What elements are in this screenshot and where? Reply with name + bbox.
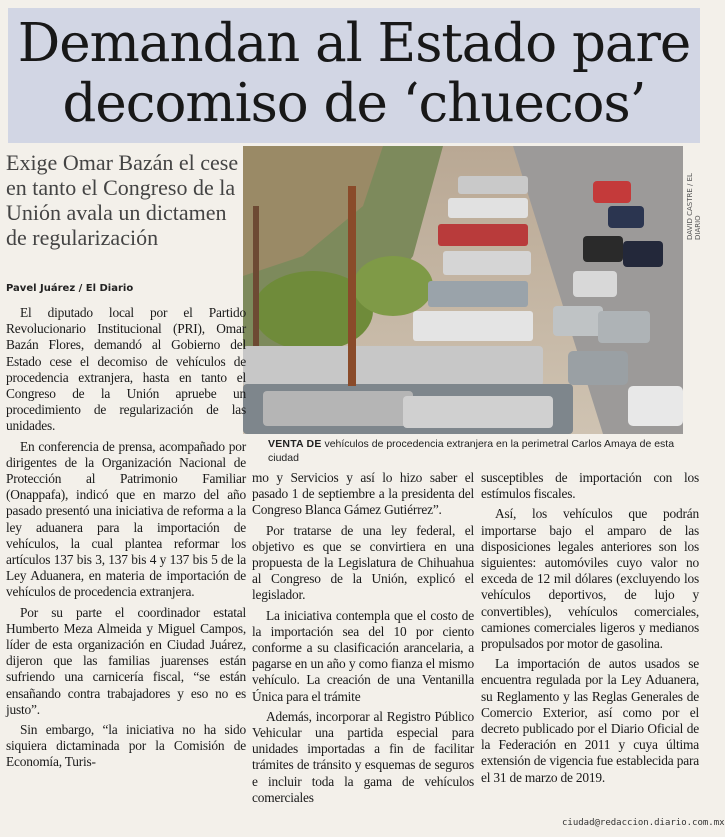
paragraph: Por tratarse de una ley federal, el objetivo es que se convirtiera en una propuesta de la Legislatura de Chihuahua al Congreso de la Unión, explicó el legislador. bbox=[252, 522, 474, 603]
photo-credit: DAVID CASTRE / EL DIARIO bbox=[686, 173, 702, 240]
paragraph: Así, los vehículos que podrán importarse bajo el amparo de las disposiciones legales anteriores son los siguientes: automóviles cuyo valor no exceda de 12 mil dólares (excluyendo los vehículos deportivos, de lujo y convertibles), vehículos comerciales, camiones comerciales ligeros y medianos propulsados por motor de gasolina. bbox=[481, 506, 699, 652]
headline-line-2: decomiso de ‘chuecos’ bbox=[62, 73, 646, 134]
paragraph: mo y Servicios y así lo hizo saber el pasado 1 de septiembre a la presidenta del Congreso Blanca Gámez Gutiérrez”. bbox=[252, 470, 474, 518]
body-column-3 bbox=[481, 470, 699, 790]
deck-subtitle: Exige Omar Bazán el cese en tanto el Congreso de la Unión avala un dictamen de regularización bbox=[6, 150, 239, 250]
paragraph: Por su parte el coordinador estatal Humberto Meza Almeida y Miguel Campos, líder de esta organización en Ciudad Juárez, dijeron que las familias juarenses están sufriendo una carnicería fiscal, “se están ensañando contra trabajadores y eso no es justo”. bbox=[6, 604, 246, 717]
byline: Pavel Juárez / El Diario bbox=[6, 283, 134, 294]
headline bbox=[8, 8, 700, 134]
caption-text: vehículos de procedencia extranjera en la perimetral Carlos Amaya de esta ciudad bbox=[268, 438, 675, 464]
paragraph: El diputado local por el Partido Revolucionario Institucional (PRI), Omar Bazán Flores, demandó al Gobierno del Estado cese el decomiso de vehículos de procedencia extranjera, hasta en tanto el Congreso de la Unión apruebe un procedimiento de regularización de las unidades. bbox=[6, 305, 246, 434]
paragraph: La iniciativa contempla que el costo de la importación sea del 10 por ciento conforme a su clasificación arancelaria, a pagarse en un año y como fianza el mismo vehículo. La creación de una Ventanilla Única para el trámite bbox=[252, 607, 474, 704]
photo-caption bbox=[268, 437, 700, 465]
paragraph: La importación de autos usados se encuentra regulada por la Ley Aduanera, su Reglamento y las Reglas Generales de Comercio Exterior, así como por el decreto publicado por el Diario Oficial de la Federación en 2011 y cuya última extensión de vigencia fue establecida para el 31 de marzo de 2019. bbox=[481, 656, 699, 785]
body-column-1 bbox=[6, 305, 246, 775]
headline-line-1: Demandan al Estado pare bbox=[17, 13, 691, 74]
paragraph: En conferencia de prensa, acompañado por dirigentes de la Organización Nacional de Protección al Patrimonio Familiar (Onappafa), indicó que en marzo del año pasado presentó una iniciativa de reforma a la ley aduanera para la importación de vehículos, la cual plantea reformar los artículos 137 bis 3, 137 bis 4 y 137 bis 5 de la Ley Aduanera, en materia de importación de vehículos de procedencia extranjera. bbox=[6, 438, 246, 600]
footer-email: ciudad@redaccion.diario.com.mx bbox=[562, 818, 725, 828]
headline-banner bbox=[8, 8, 700, 143]
body-column-2 bbox=[252, 470, 474, 810]
paragraph: Sin embargo, “la iniciativa no ha sido siquiera dictaminada por la Comisión de Economía, Turis- bbox=[6, 722, 246, 770]
news-photo bbox=[243, 146, 683, 434]
paragraph: Además, incorporar al Registro Público Vehicular una partida especial para unidades importadas a fin de facilitar trámites de tránsito y esquemas de seguros e incluir toda la gama de vehículos comerciales bbox=[252, 708, 474, 805]
paragraph: susceptibles de importación con los estímulos fiscales. bbox=[481, 470, 699, 502]
caption-lead: VENTA DE bbox=[268, 438, 322, 450]
